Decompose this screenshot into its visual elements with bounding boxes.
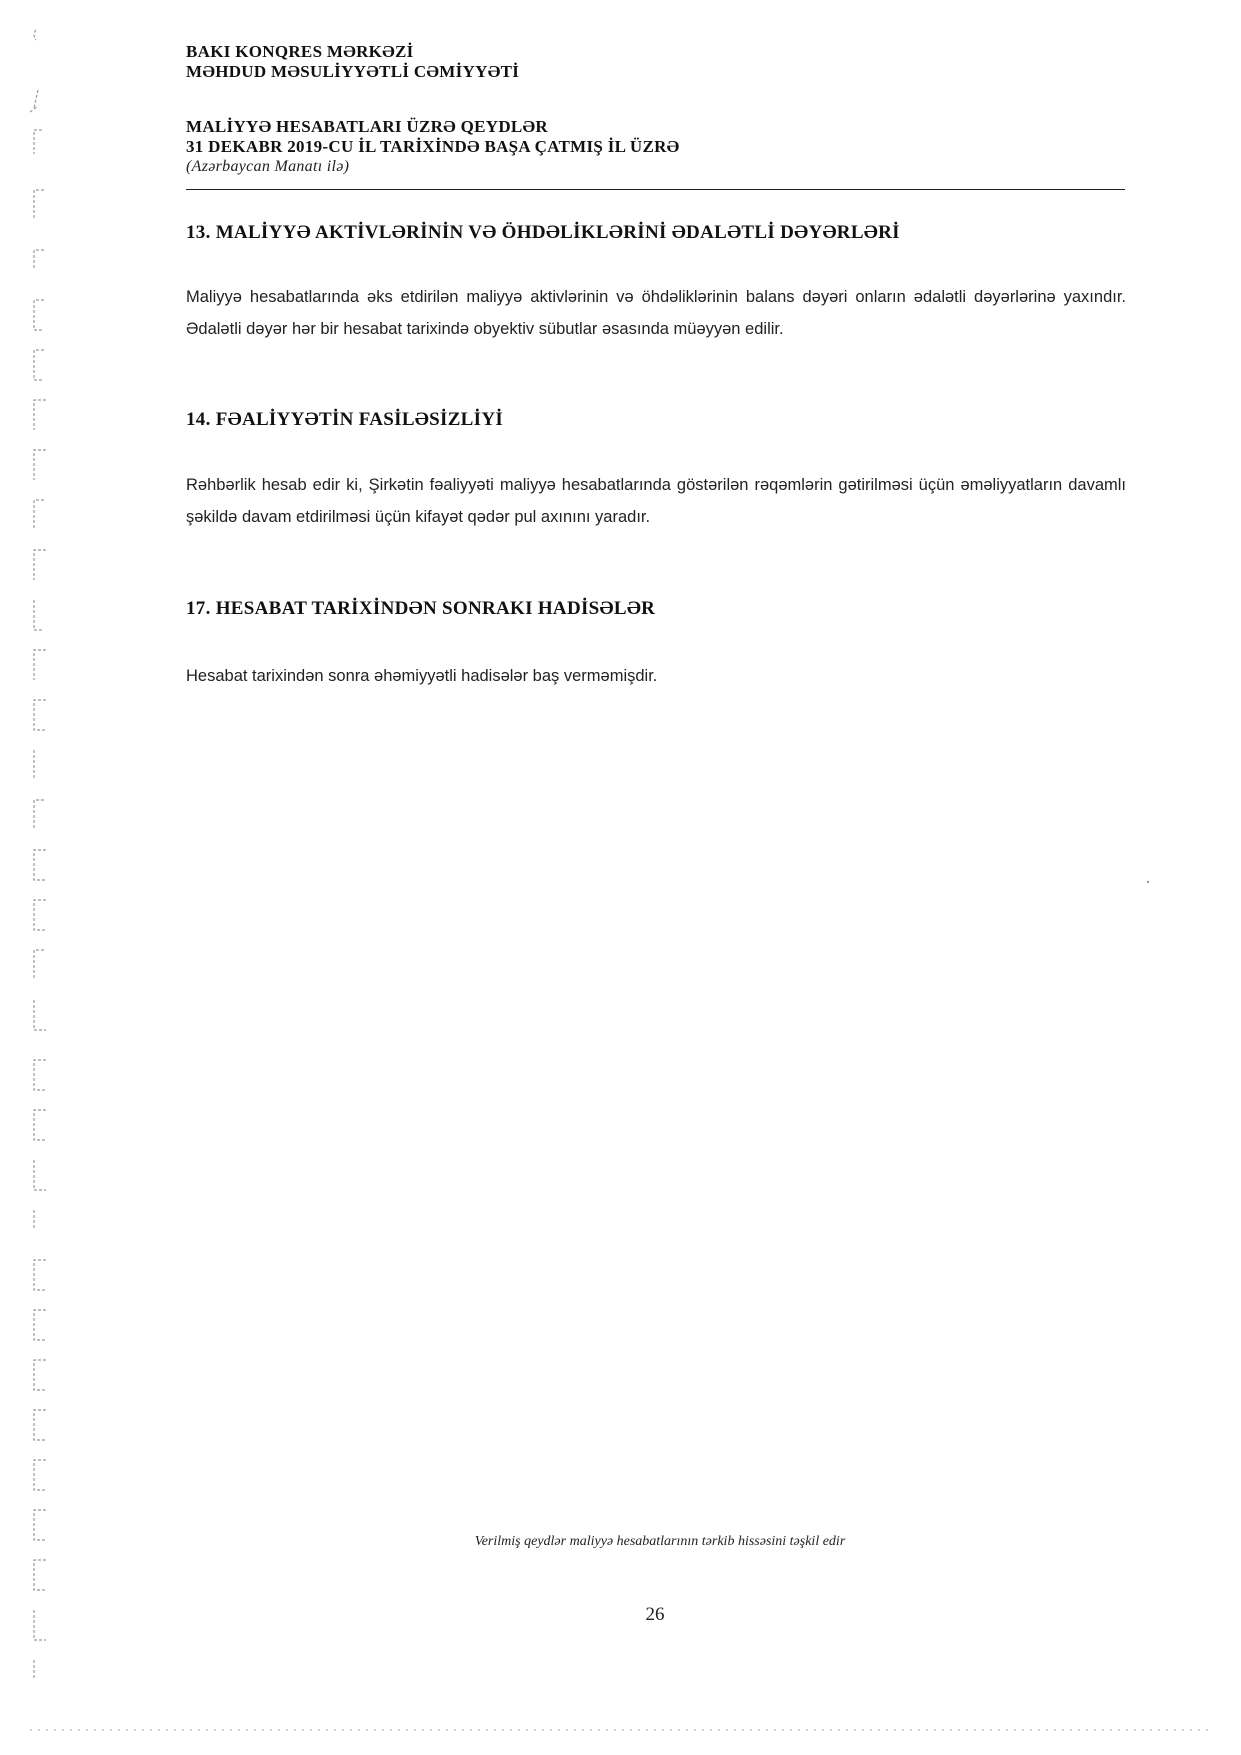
section-14-title: 14. FƏALİYYƏTİN FASİLƏSİZLİYİ: [186, 409, 504, 430]
company-line-2: MƏHDUD MƏSULİYYƏTLİ CƏMİYYƏTİ: [186, 62, 520, 81]
footer-note: Verilmiş qeydlər maliyyə hesabatlarının tərkib hissəsini təşkil edir: [474, 1534, 846, 1549]
header-divider: [186, 189, 1125, 190]
section-17-body: Hesabat tarixindən sonra əhəmiyyətli hadisələr baş verməmişdir.: [186, 667, 658, 685]
section-17-title: 17. HESABAT TARİXİNDƏN SONRAKI HADİSƏLƏR: [186, 598, 656, 619]
report-title-line-1: MALİYYƏ HESABATLARI ÜZRƏ QEYDLƏR: [186, 117, 548, 136]
section-13-body: Maliyyə hesabatlarında əks etdirilən maliyyə aktivlərinin və öhdəliklərinin balans dəyəri onların ədalətli dəyərlərinə yaxındır. Ədalətli dəyər hər bir hesabat tarixində obyektiv sübutlar əsasında müəyyən edilir.: [186, 288, 1126, 338]
section-14-body: Rəhbərlik hesab edir ki, Şirkətin fəaliyyəti maliyyə hesabatlarında göstərilən rəqəmlərin gətirilməsi üçün əməliyyatların davamlı şəkildə davam etdirilməsi üçün kifayət qədər pul axınını yaradır.: [186, 476, 1126, 526]
company-name: [186, 42, 519, 82]
section-13-title: 13. MALİYYƏ AKTİVLƏRİNİN VƏ ÖHDƏLİKLƏRİNİ ƏDALƏTLİ DƏYƏRLƏRİ: [186, 222, 900, 243]
currency-note: (Azərbaycan Manatı ilə): [186, 158, 350, 175]
scan-margin-marks: [0, 0, 60, 1755]
report-title: [186, 117, 680, 177]
company-line-1: BAKI KONQRES MƏRKƏZİ: [186, 42, 414, 61]
report-title-line-2: 31 DEKABR 2019-CU İL TARİXİNDƏ BAŞA ÇATMIŞ İL ÜZRƏ: [186, 137, 680, 156]
page-number: 26: [645, 1604, 665, 1625]
